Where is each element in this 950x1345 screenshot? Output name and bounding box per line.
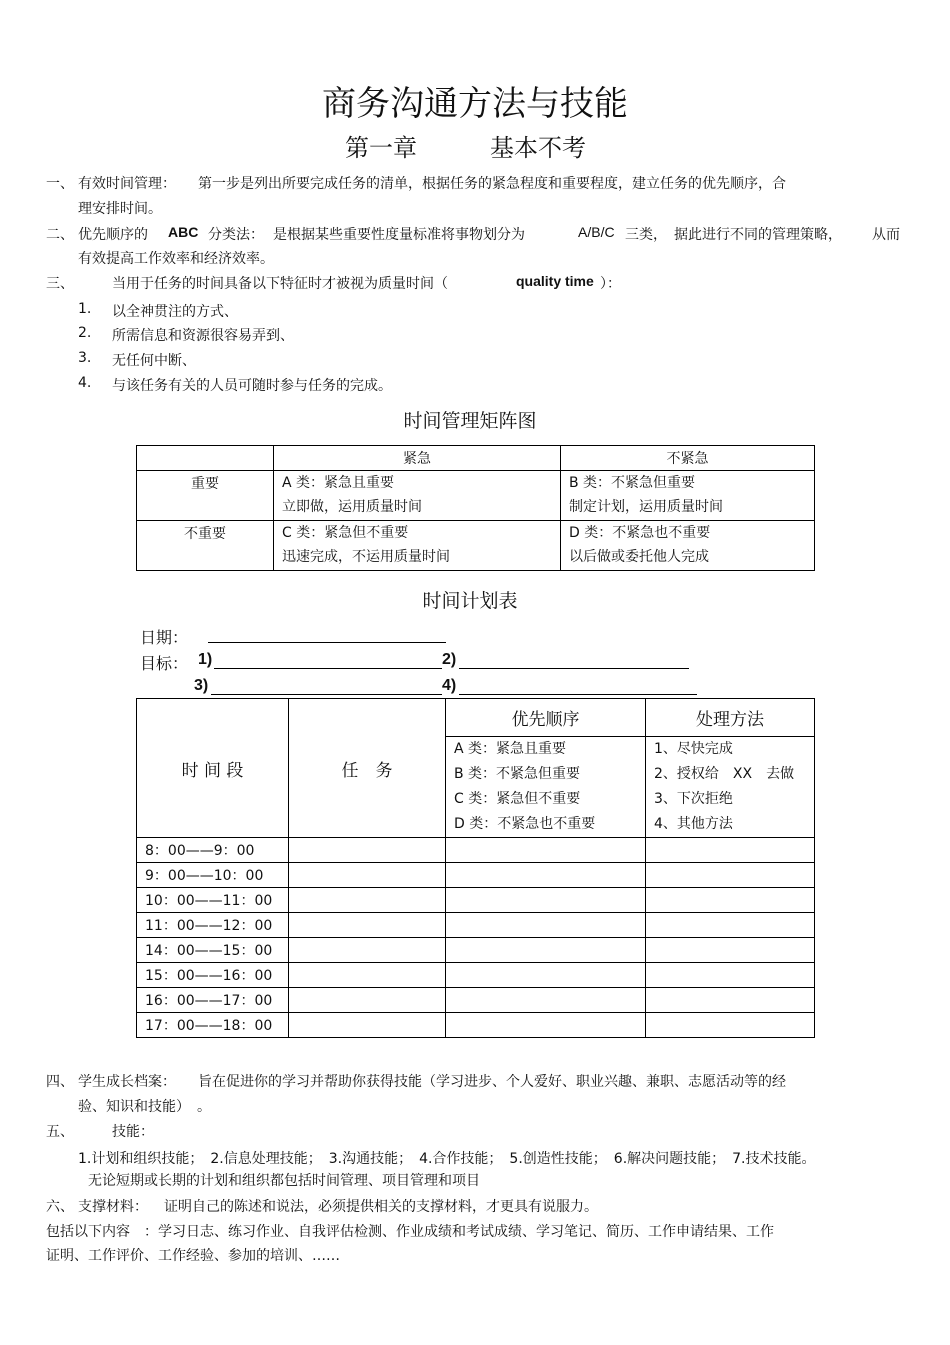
time-slot: 10：00——11：00 — [137, 888, 289, 913]
matrix-col-urgent: 紧急 — [274, 446, 561, 471]
method-cell[interactable] — [646, 913, 815, 938]
section-1-head: 有效时间管理： — [78, 176, 176, 192]
section-2-num: 二、 — [46, 227, 74, 243]
section-2-h: 从而 — [872, 227, 900, 243]
matrix-corner — [137, 446, 274, 471]
section-2-e: A/B/C — [578, 224, 615, 240]
matrix-cell-d-note: 以后做或委托他人完成 — [569, 549, 709, 565]
list-item-num: 4. — [78, 375, 92, 391]
section-5-num: 五、 — [46, 1124, 74, 1140]
matrix-row-label: 不重要 — [137, 521, 274, 571]
task-cell[interactable] — [289, 888, 446, 913]
plan-table — [136, 698, 815, 1038]
task-cell[interactable] — [289, 863, 446, 888]
section-2-f: 三类， — [625, 227, 667, 243]
page-title: 商务沟通方法与技能 — [322, 84, 628, 124]
section-2-g: 据此进行不同的管理策略， — [674, 227, 842, 243]
section-4-text: 旨在促进你的学习并帮助你获得技能（学习进步、个人爱好、职业兴趣、兼职、志愿活动等的经 — [198, 1074, 786, 1090]
section-2-a: 优先顺序的 — [78, 227, 148, 243]
date-field[interactable] — [208, 626, 446, 643]
task-cell[interactable] — [289, 838, 446, 863]
section-2-d: 是根据某些重要性度量标准将事物划分为 — [273, 227, 525, 243]
method-cell[interactable] — [646, 963, 815, 988]
section-3-b: quality time — [516, 273, 594, 289]
priority-cell[interactable] — [446, 963, 646, 988]
priority-b: B 类：不紧急但重要 — [454, 766, 581, 782]
priority-d: D 类：不紧急也不重要 — [454, 816, 596, 832]
task-cell[interactable] — [289, 938, 446, 963]
section-4-head: 学生成长档案： — [78, 1074, 176, 1090]
priority-cell[interactable] — [446, 863, 646, 888]
goal-1-label: 1) — [198, 651, 213, 668]
priority-cell[interactable] — [446, 888, 646, 913]
plan-header-time: 时 间 段 — [137, 699, 289, 838]
section-5-head: 技能： — [112, 1124, 154, 1140]
section-4-num: 四、 — [46, 1074, 74, 1090]
goal-1-field[interactable] — [214, 652, 442, 669]
time-slot: 15：00——16：00 — [137, 963, 289, 988]
priority-c: C 类：紧急但不重要 — [454, 791, 581, 807]
priority-cell[interactable] — [446, 938, 646, 963]
plan-header-method: 处理方法 — [646, 699, 815, 737]
section-3-c: ）： — [600, 276, 621, 292]
method-cell[interactable] — [646, 938, 815, 963]
matrix-cell-d: D 类：不紧急也不重要 — [569, 525, 711, 541]
task-cell[interactable] — [289, 988, 446, 1013]
section-5-skills: 1.计划和组织技能； 2.信息处理技能； 3.沟通技能； 4.合作技能； 5.创造性技能； 6.解决问题技能； 7.技术技能。 — [78, 1151, 816, 1167]
matrix-cell-b: B 类：不紧急但重要 — [569, 475, 696, 491]
time-matrix-table — [136, 445, 815, 571]
section-3-a: 当用于任务的时间具备以下特征时才被视为质量时间（ — [112, 276, 448, 292]
priority-cell[interactable] — [446, 1013, 646, 1038]
section-6-line2: 包括以下内容 ：学习日志、练习作业、自我评估检测、作业成绩和考试成绩、学习笔记、简历、工作申请结果、工作 — [46, 1224, 774, 1240]
method-2: 2、授权给 XX 去做 — [654, 766, 795, 782]
task-cell[interactable] — [289, 963, 446, 988]
section-2-cont: 有效提高工作效率和经济效率。 — [78, 251, 274, 267]
list-item-text: 与该任务有关的人员可随时参与任务的完成。 — [112, 378, 392, 394]
plan-header-priority: 优先顺序 — [446, 699, 646, 737]
matrix-cell-b-note: 制定计划，运用质量时间 — [569, 499, 723, 515]
time-slot: 17：00——18：00 — [137, 1013, 289, 1038]
section-6-line3: 证明、工作评价、工作经验、参加的培训、…… — [46, 1248, 340, 1264]
matrix-cell-c: C 类：紧急但不重要 — [282, 525, 409, 541]
list-item-text: 所需信息和资源很容易弄到、 — [112, 328, 294, 344]
goal-4-field[interactable] — [459, 678, 697, 695]
section-5-note: 无论短期或长期的计划和组织都包括时间管理、项目管理和项目 — [88, 1173, 480, 1189]
date-label: 日期： — [140, 628, 189, 647]
method-cell[interactable] — [646, 863, 815, 888]
method-cell[interactable] — [646, 988, 815, 1013]
matrix-row-label: 重要 — [137, 471, 274, 521]
goal-2-label: 2) — [442, 651, 457, 668]
plan-title: 时间计划表 — [422, 590, 518, 612]
section-4-cont: 验、知识和技能） 。 — [78, 1099, 211, 1115]
method-cell[interactable] — [646, 888, 815, 913]
section-1-text: 第一步是列出所要完成任务的清单，根据任务的紧急程度和重要程度，建立任务的优先顺序，合 — [198, 176, 786, 192]
matrix-cell-c-note: 迅速完成，不运用质量时间 — [282, 549, 450, 565]
time-slot: 16：00——17：00 — [137, 988, 289, 1013]
section-1-num: 一、 — [46, 176, 74, 192]
chapter-label: 第一章 — [345, 134, 417, 162]
method-cell[interactable] — [646, 1013, 815, 1038]
time-slot: 8：00——9：00 — [137, 838, 289, 863]
time-slot: 11：00——12：00 — [137, 913, 289, 938]
priority-cell[interactable] — [446, 913, 646, 938]
method-1: 1、尽快完成 — [654, 741, 733, 757]
section-6-num: 六、 — [46, 1199, 74, 1215]
priority-cell[interactable] — [446, 838, 646, 863]
goal-4-label: 4) — [442, 677, 457, 694]
section-3-num: 三、 — [46, 276, 74, 292]
list-item-num: 2. — [78, 325, 92, 341]
list-item-num: 3. — [78, 350, 92, 366]
method-cell[interactable] — [646, 838, 815, 863]
matrix-cell-a-note: 立即做，运用质量时间 — [282, 499, 422, 515]
time-slot: 14：00——15：00 — [137, 938, 289, 963]
goal-3-field[interactable] — [211, 678, 442, 695]
list-item-num: 1. — [78, 301, 92, 317]
priority-cell[interactable] — [446, 988, 646, 1013]
chapter-note: 基本不考 — [490, 134, 586, 162]
plan-header-task: 任 务 — [289, 699, 446, 838]
time-slot: 9：00——10：00 — [137, 863, 289, 888]
priority-a: A 类：紧急且重要 — [454, 741, 567, 757]
task-cell[interactable] — [289, 1013, 446, 1038]
goal-label: 目标： — [140, 654, 189, 673]
section-2-abc: ABC — [168, 224, 199, 240]
matrix-col-not-urgent: 不紧急 — [561, 446, 815, 471]
section-2-c: 分类法： — [208, 227, 264, 243]
section-6-text: 证明自己的陈述和说法，必须提供相关的支撑材料，才更具有说服力。 — [164, 1199, 598, 1215]
matrix-title: 时间管理矩阵图 — [403, 410, 537, 432]
section-1-cont: 理安排时间。 — [78, 201, 162, 217]
task-cell[interactable] — [289, 913, 446, 938]
goal-3-label: 3) — [194, 677, 209, 694]
section-6-head: 支撑材料： — [78, 1199, 148, 1215]
list-item-text: 无任何中断、 — [112, 353, 196, 369]
matrix-cell-a: A 类：紧急且重要 — [282, 475, 395, 491]
method-4: 4、其他方法 — [654, 816, 733, 832]
goal-2-field[interactable] — [459, 652, 689, 669]
method-3: 3、下次拒绝 — [654, 791, 733, 807]
list-item-text: 以全神贯注的方式、 — [112, 304, 238, 320]
